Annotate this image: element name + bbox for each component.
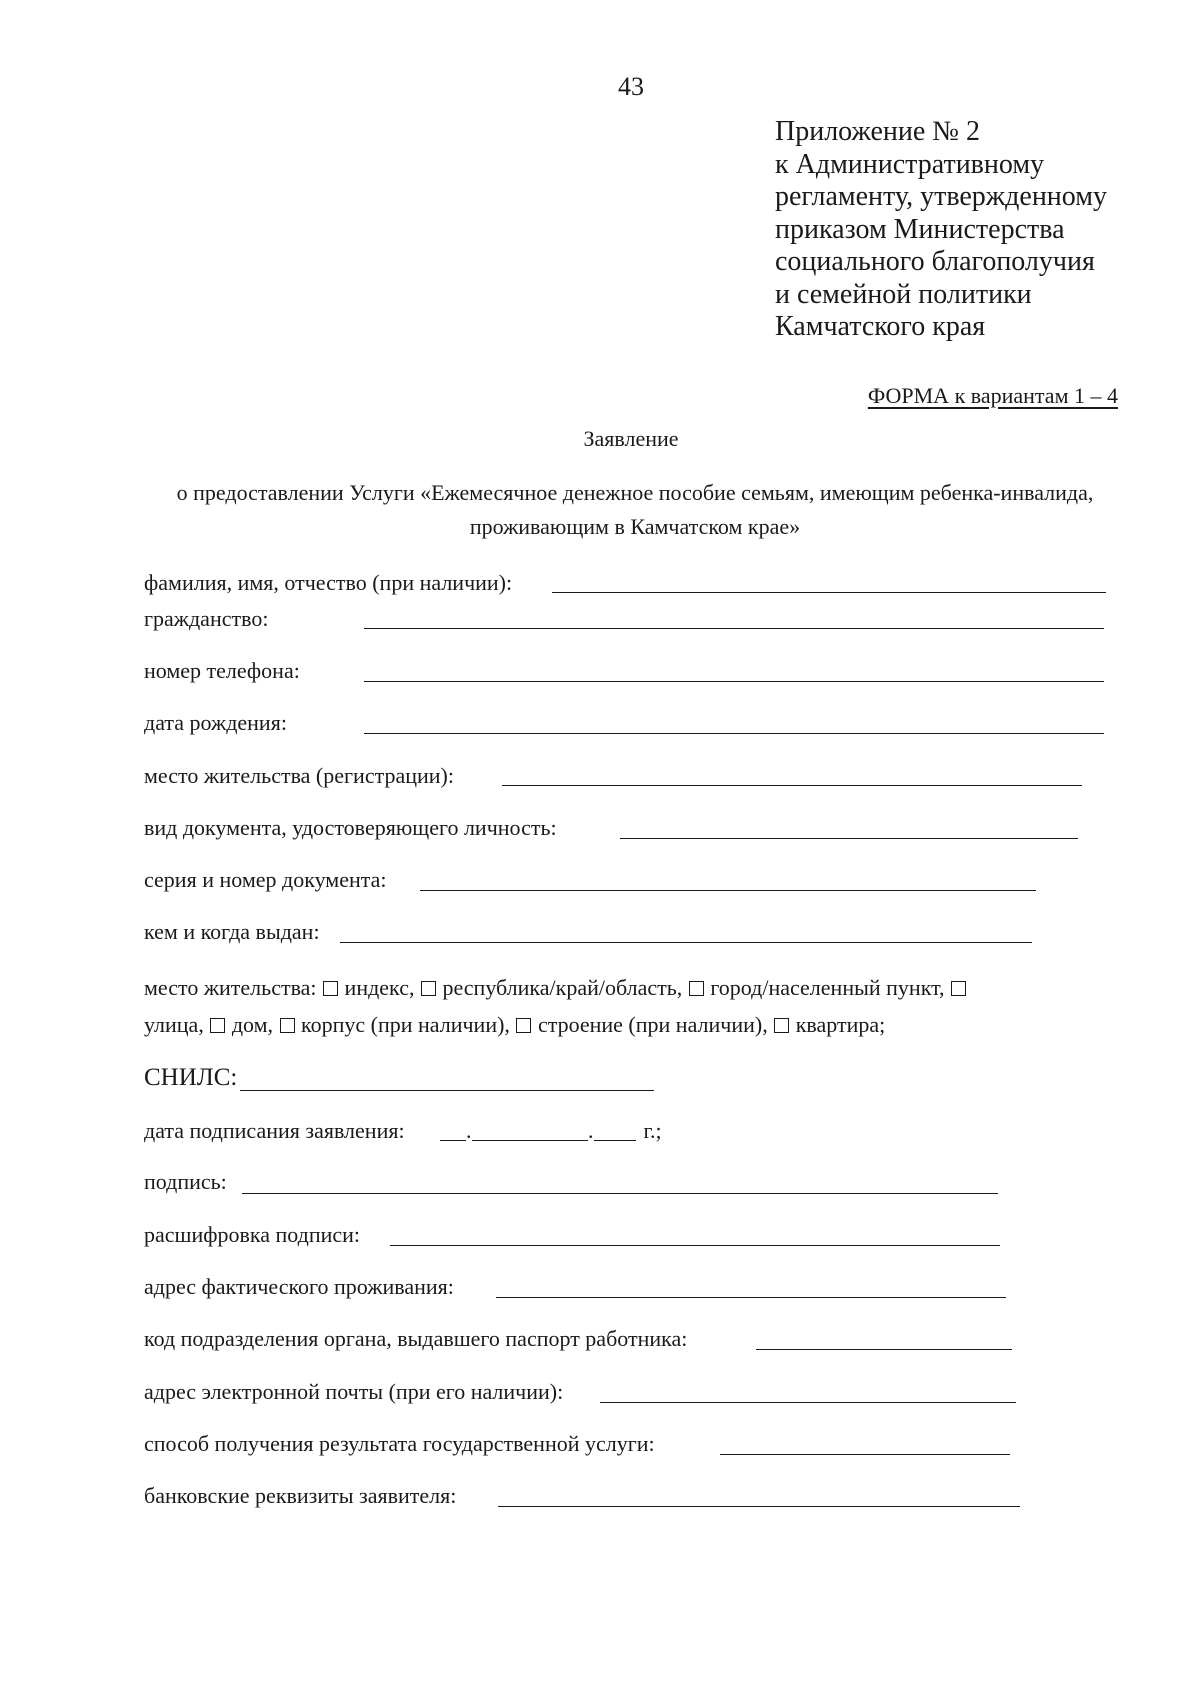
option-apartment-label: квартира;	[795, 1012, 886, 1037]
registration-label: место жительства (регистрации):	[144, 763, 454, 788]
registration-field[interactable]	[502, 785, 1082, 786]
passport-dept-code-label: код подразделения органа, выдавшего паспорт работника:	[144, 1326, 688, 1351]
option-city-label: город/населенный пункт,	[710, 975, 945, 1000]
birth-date-label: дата рождения:	[144, 710, 287, 735]
checkbox-region[interactable]	[421, 981, 436, 996]
snils-label: СНИЛС:	[144, 1064, 238, 1091]
form-variant: ФОРМА к вариантам 1 – 4	[867, 383, 1118, 408]
issued-by-field[interactable]	[340, 942, 1032, 943]
checkbox-index[interactable]	[323, 981, 338, 996]
bank-details-field[interactable]	[498, 1506, 1020, 1507]
checkbox-street[interactable]	[951, 981, 966, 996]
residence-options	[144, 969, 1084, 1043]
actual-address-field[interactable]	[496, 1297, 1006, 1298]
signature-label: подпись:	[144, 1169, 227, 1194]
citizenship-field[interactable]	[364, 628, 1104, 629]
email-field[interactable]	[600, 1402, 1016, 1403]
sign-date-separator: .	[588, 1118, 594, 1143]
sign-date-separator: .	[466, 1118, 472, 1143]
actual-address-label: адрес фактического проживания:	[144, 1274, 454, 1299]
appendix-line: приказом Министерства	[775, 213, 1065, 245]
full-name-field[interactable]	[552, 592, 1106, 593]
option-structure-label: строение (при наличии),	[537, 1012, 768, 1037]
checkbox-apartment[interactable]	[774, 1018, 789, 1033]
document-subtitle: о предоставлении Услуги «Ежемесячное денежное пособие семьям, имеющим ребенка-инвалида, проживающим в Камчатском крае»	[176, 480, 1094, 539]
signature-field[interactable]	[242, 1193, 998, 1194]
bank-details-label: банковские реквизиты заявителя:	[144, 1483, 457, 1508]
appendix-line: социального благополучия	[775, 246, 1095, 277]
sign-date-day-field[interactable]	[440, 1140, 466, 1141]
doc-series-field[interactable]	[420, 890, 1036, 891]
checkbox-structure[interactable]	[516, 1018, 531, 1033]
appendix-line: Приложение № 2	[775, 116, 980, 147]
appendix-line: Камчатского края	[775, 311, 986, 342]
id-doc-type-field[interactable]	[620, 838, 1078, 839]
sign-date-year-suffix: г.;	[638, 1118, 662, 1143]
signature-decoding-label: расшифровка подписи:	[144, 1222, 361, 1247]
email-label: адрес электронной почты (при его наличии):	[144, 1379, 564, 1404]
result-method-field[interactable]	[720, 1454, 1010, 1455]
id-doc-type-label: вид документа, удостоверяющего личность:	[144, 815, 557, 840]
phone-label: номер телефона:	[144, 658, 300, 683]
doc-series-label: серия и номер документа:	[144, 867, 387, 892]
sign-date-year-field[interactable]	[594, 1140, 636, 1141]
phone-field[interactable]	[364, 681, 1104, 682]
sign-date-label: дата подписания заявления:	[144, 1118, 405, 1143]
option-index-label: индекс,	[344, 975, 415, 1000]
checkbox-city[interactable]	[689, 981, 704, 996]
checkbox-building[interactable]	[280, 1018, 295, 1033]
residence-label: место жительства:	[144, 975, 317, 1000]
page-number: 43	[618, 72, 644, 101]
birth-date-field[interactable]	[364, 733, 1104, 734]
option-street-label: улица,	[144, 1012, 204, 1037]
option-house-label: дом,	[231, 1012, 274, 1037]
result-method-label: способ получения результата государственной услуги:	[144, 1431, 655, 1456]
document-title: Заявление	[583, 426, 679, 451]
checkbox-house[interactable]	[210, 1018, 225, 1033]
passport-dept-code-field[interactable]	[756, 1349, 1012, 1350]
appendix-line: и семейной политики	[775, 278, 1032, 310]
appendix-line: регламенту, утвержденному	[775, 181, 1107, 212]
appendix-block	[775, 116, 1195, 344]
sign-date-month-field[interactable]	[472, 1140, 588, 1141]
snils-field[interactable]	[240, 1090, 654, 1091]
option-region-label: республика/край/область,	[442, 975, 683, 1000]
option-building-label: корпус (при наличии),	[301, 1012, 510, 1037]
citizenship-label: гражданство:	[144, 606, 269, 631]
issued-by-label: кем и когда выдан:	[144, 919, 320, 944]
signature-decoding-field[interactable]	[390, 1245, 1000, 1246]
full-name-label: фамилия, имя, отчество (при наличии):	[144, 570, 513, 595]
appendix-line: к Административному	[775, 148, 1045, 180]
